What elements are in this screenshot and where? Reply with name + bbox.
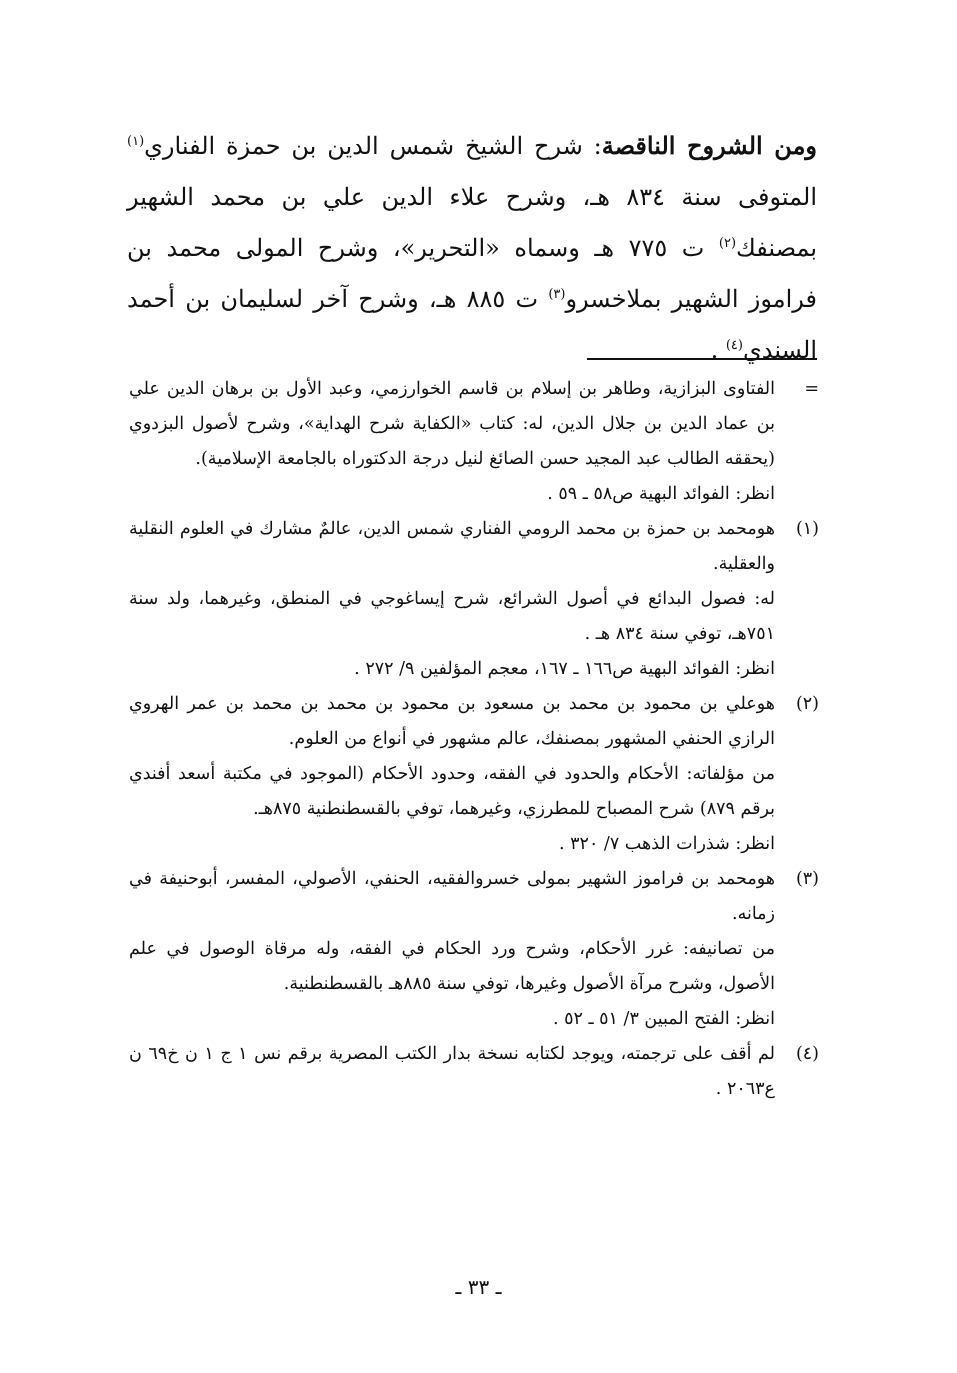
- footnote-line: لم أقف على ترجمته، ويوجد لكتابه نسخة بدار الكتب المصرية برقم نس ١ ج ١ ن خ٦٩ ن ع٢٠٦٣ .: [129, 1044, 776, 1099]
- page-number: ـ ٣٣ ـ: [455, 1275, 502, 1299]
- footnote-marker: (٤): [795, 1044, 819, 1064]
- footnote-marker: =: [804, 379, 819, 399]
- footnote-line: انظر: الفتح المبين ٣/ ٥١ ـ ٥٢ .: [552, 1009, 775, 1029]
- footnote-marker: (٢): [795, 694, 819, 714]
- footnote-4: [129, 1037, 819, 1107]
- footnote-line: من تصانيفه: غرر الأحكام، وشرح ورد الحكام في الفقه، وله مرقاة الوصول في علم الأصول، وشرح مرآة الأصول وغيرها، توفي سنة ٨٨٥هـ بالقسطنطنية.: [129, 939, 775, 994]
- footnote-3: [129, 862, 819, 1037]
- main-text-part-5: .: [710, 336, 726, 364]
- footnote-marker: (٣): [795, 869, 819, 889]
- footnote-2: [129, 687, 819, 862]
- footnote-line: من مؤلفاته: الأحكام والحدود في الفقه، وحدود الأحكام (الموجود في مكتبة أسعد أفندي برقم ٨٧٩) شرح المصباح للمطرزي، وغيرهما، توفي بالقسطنطنية ٨٧٥هـ.: [129, 764, 775, 819]
- footnote-ref-4: (٤): [725, 338, 743, 353]
- footnote-line: الفتاوى البزازية، وطاهر بن إسلام بن قاسم الخوارزمي، وعبد الأول بن برهان الدين علي بن عماد الدين بن جلال الدين، له: كتاب «الكفاية شرح الهداية»، وشرح لأصول البزدوي (يحققه الطالب عبد المجيد حسن الصائغ لنيل درجة الدكتوراه بالجامعة الإسلامية).: [129, 379, 775, 469]
- main-paragraph: [127, 120, 817, 376]
- footnote-line: انظر: الفوائد البهية ص٥٨ ـ ٥٩ .: [547, 484, 775, 504]
- footnote-line: انظر: شذرات الذهب ٧/ ٣٢٠ .: [559, 834, 775, 854]
- footnote-line: انظر: الفوائد البهية ص١٦٦ ـ ١٦٧، معجم المؤلفين ٩/ ٢٧٢ .: [354, 659, 775, 679]
- lead-phrase: ومن الشروح الناقصة: [601, 131, 818, 160]
- main-text-part-2: المتوفى سنة ٨٣٤ هـ، وشرح علاء الدين علي بن محمد الشهير بمصنفك: [127, 183, 818, 262]
- footnote-1: [129, 512, 819, 687]
- main-text-part-1: : شرح الشيخ شمس الدين بن حمزة الفناري: [144, 132, 602, 160]
- footnote-ref-2: (٢): [718, 236, 737, 251]
- footnote-line: له: فصول البدائع في أصول الشرائع، شرح إيساغوجي في المنطق، وغيرهما، ولد سنة ٧٥١هـ، توفي سنة ٨٣٤ هـ .: [129, 589, 775, 644]
- footnote-line: هومحمد بن فراموز الشهير بمولى خسروالفقيه، الحنفي، الأصولي، المفسر، أبوحنيفة في زمانه.: [129, 869, 775, 924]
- footnote-ref-3: (٣): [548, 287, 566, 302]
- footnote-continued: [129, 372, 819, 512]
- footnote-ref-1: (١): [127, 134, 145, 149]
- footnote-separator: [587, 358, 817, 360]
- footnote-line: هومحمد بن حمزة بن محمد الرومي الفناري شمس الدين، عالمٌ مشارك في العلوم النقلية والعقلية.: [129, 519, 775, 574]
- footnote-marker: (١): [795, 519, 819, 539]
- main-text-part-4: ت ٨٨٥ هـ، وشرح آخر لسليمان بن أحمد السندي: [127, 285, 817, 364]
- footnotes: [129, 372, 819, 1107]
- main-text: [127, 120, 817, 376]
- footnote-line: هوعلي بن محمود بن محمد بن مسعود بن محمود بن محمد بن محمد بن عمر الهروي الرازي الحنفي المشهور بمصنفك، عالم مشهور في أنواع من العلوم.: [129, 694, 775, 749]
- main-text-part-3: ت ٧٧٥ هـ وسماه «التحرير»، وشرح المولى محمد بن فراموز الشهير بملاخسرو: [127, 234, 818, 313]
